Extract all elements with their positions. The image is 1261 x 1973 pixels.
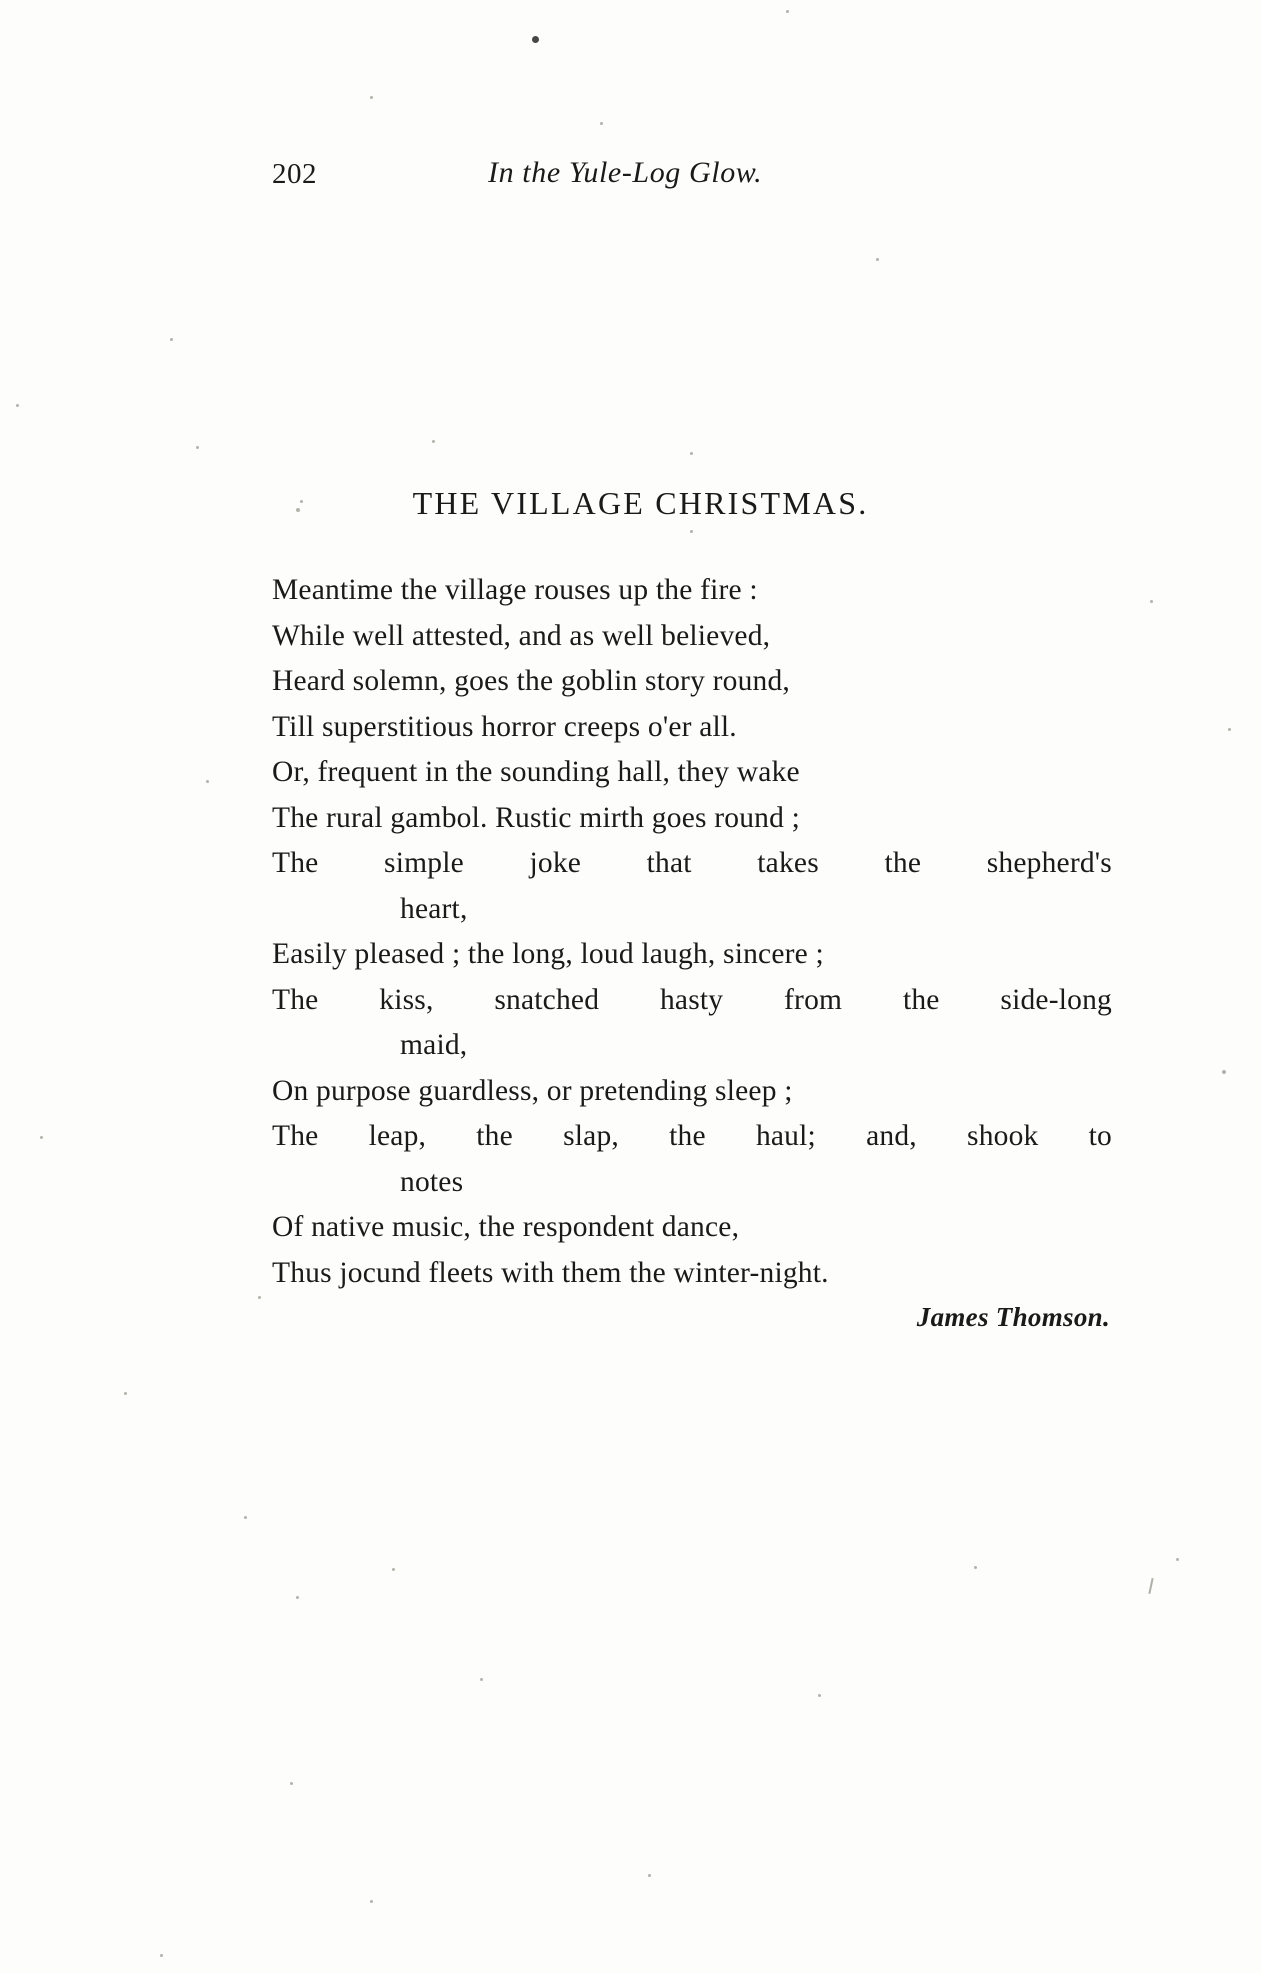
speckle [40,1136,43,1139]
poem-line: Easily pleased ; the long, loud laugh, sincere ; [272,938,824,970]
speckle [818,1694,821,1697]
speckle [16,404,19,407]
poem-line: Till superstitious horror creeps o'er all. [272,710,737,743]
speckle [600,122,603,125]
poem-line: While well attested, and as well believed, [272,619,771,652]
page-number: 202 [272,158,317,190]
speckle [1222,1070,1226,1074]
speckle [370,1900,373,1903]
speckle [432,440,435,443]
speckle [370,96,373,99]
speckle [690,530,693,533]
poem-line: Heard solemn, goes the goblin story round, [272,665,791,697]
poem-line: The leap, the slap, the haul; and, shook to [272,1120,1112,1152]
speckle [690,452,693,455]
poem-line: On purpose guardless, or pretending sleep ; [272,1074,793,1107]
poem-line: Of native music, the respondent dance, [272,1211,740,1243]
poem-line: Or, frequent in the sounding hall, they wake [272,756,800,788]
speckle [1176,1558,1179,1561]
poem-attribution: James Thomson. [916,1302,1110,1332]
speckle [296,1596,299,1599]
speckle [206,780,209,783]
speckle [648,1874,651,1877]
speckle [1228,728,1231,731]
speckle [196,446,199,449]
speckle [160,1954,163,1957]
poem-line-runover: notes [400,1165,464,1198]
speckle [244,1516,247,1519]
speckle [786,10,789,13]
poem-body [272,568,1132,1333]
speckle [1148,1578,1153,1594]
poem-line-runover: heart, [400,892,468,925]
speckle [974,1566,977,1569]
speckle [876,258,879,261]
speckle [290,1782,293,1785]
poem-line: Thus jocund fleets with them the winter-night. [272,1256,829,1289]
running-head-title: In the Yule-Log Glow. [488,156,763,189]
speckle [258,1296,261,1299]
poem-line: The rural gambol. Rustic mirth goes round ; [272,801,801,834]
speckle [480,1678,483,1681]
running-head [0,158,1261,198]
poem-line: The kiss, snatched hasty from the side-long [272,983,1112,1016]
speckle [1150,600,1153,603]
speckle [392,1568,395,1571]
poem-title: THE VILLAGE CHRISTMAS. [412,485,869,521]
speckle [532,36,539,43]
poem-line: Meantime the village rouses up the fire : [272,574,758,606]
speckle [124,1392,127,1395]
poem-line-runover: maid, [400,1029,468,1061]
speckle [170,338,173,341]
poem-line: The simple joke that takes the shepherd's [272,847,1112,879]
